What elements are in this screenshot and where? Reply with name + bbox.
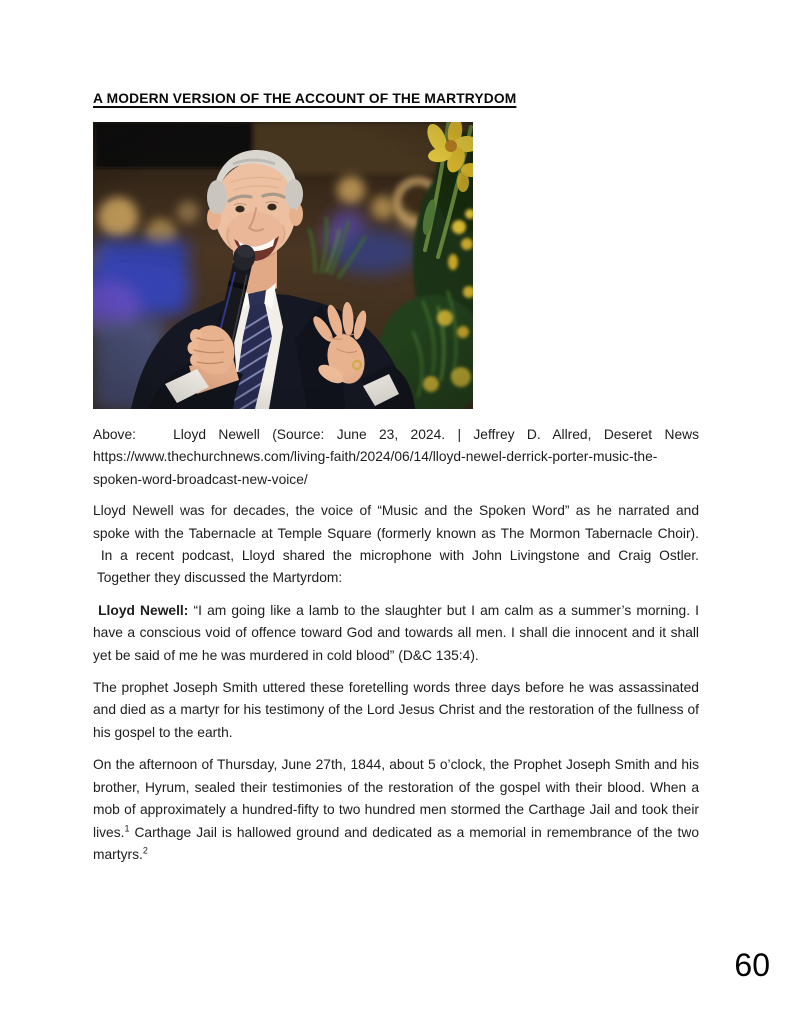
page-number: 60 bbox=[734, 947, 770, 983]
paragraph-martyrdom bbox=[93, 754, 699, 866]
quote-speaker: Lloyd Newell: bbox=[93, 602, 189, 618]
martyrdom-text-1: On the afternoon of Thursday, June 27th, 1844, about 5 o’clock, the Prophet Joseph Smith and his brother, Hyrum, sealed their testimonies of the restoration of the gospel with their blood. When a mob of approximately a hundred-fifty to two hundred men stormed the Carthage Jail and took their lives. bbox=[93, 757, 699, 840]
page-title: A MODERN VERSION OF THE ACCOUNT OF THE MARTRYDOM bbox=[93, 91, 517, 106]
martyrdom-text-2: Carthage Jail is hallowed ground and dedicated as a memorial in remembrance of the two martyrs. bbox=[93, 824, 699, 862]
paragraph-prophet: The prophet Joseph Smith uttered these foretelling words three days before he was assassinated and died as a martyr for his testimony of the Lord Jesus Christ and the restoration of the fullness of his gospel to the earth. bbox=[93, 680, 699, 740]
footnote-ref-1: 1 bbox=[124, 822, 130, 833]
photo-caption: Above: Lloyd Newell (Source: June 23, 2024. | Jeffrey D. Allred, Deseret News https://www.thechurchnews.com/living-faith/2024/06/14/lloyd-newel-derrick-porter-music-the-spoken-word-broadcast-new-voice/ bbox=[93, 427, 699, 487]
footnote-ref-2: 2 bbox=[142, 845, 148, 856]
paragraph-quote bbox=[93, 600, 699, 667]
quote-text: “I am going like a lamb to the slaughter but I am calm as a summer’s morning. I have a conscious void of offence toward God and towards all men. I shall die innocent and it shall yet be said of me he was murdered in cold blood” (D&C 135:4). bbox=[93, 602, 699, 663]
lloyd-newell-photo bbox=[93, 122, 473, 409]
paragraph-intro: Lloyd Newell was for decades, the voice of “Music and the Spoken Word” as he narrated and spoke with the Tabernacle at Temple Square (formerly known as The Mormon Tabernacle Choir). In a recent podcast, Lloyd shared the microphone with John Livingstone and Craig Ostler. Together they discussed the Martyrdom: bbox=[93, 503, 699, 586]
page-content bbox=[93, 0, 699, 866]
